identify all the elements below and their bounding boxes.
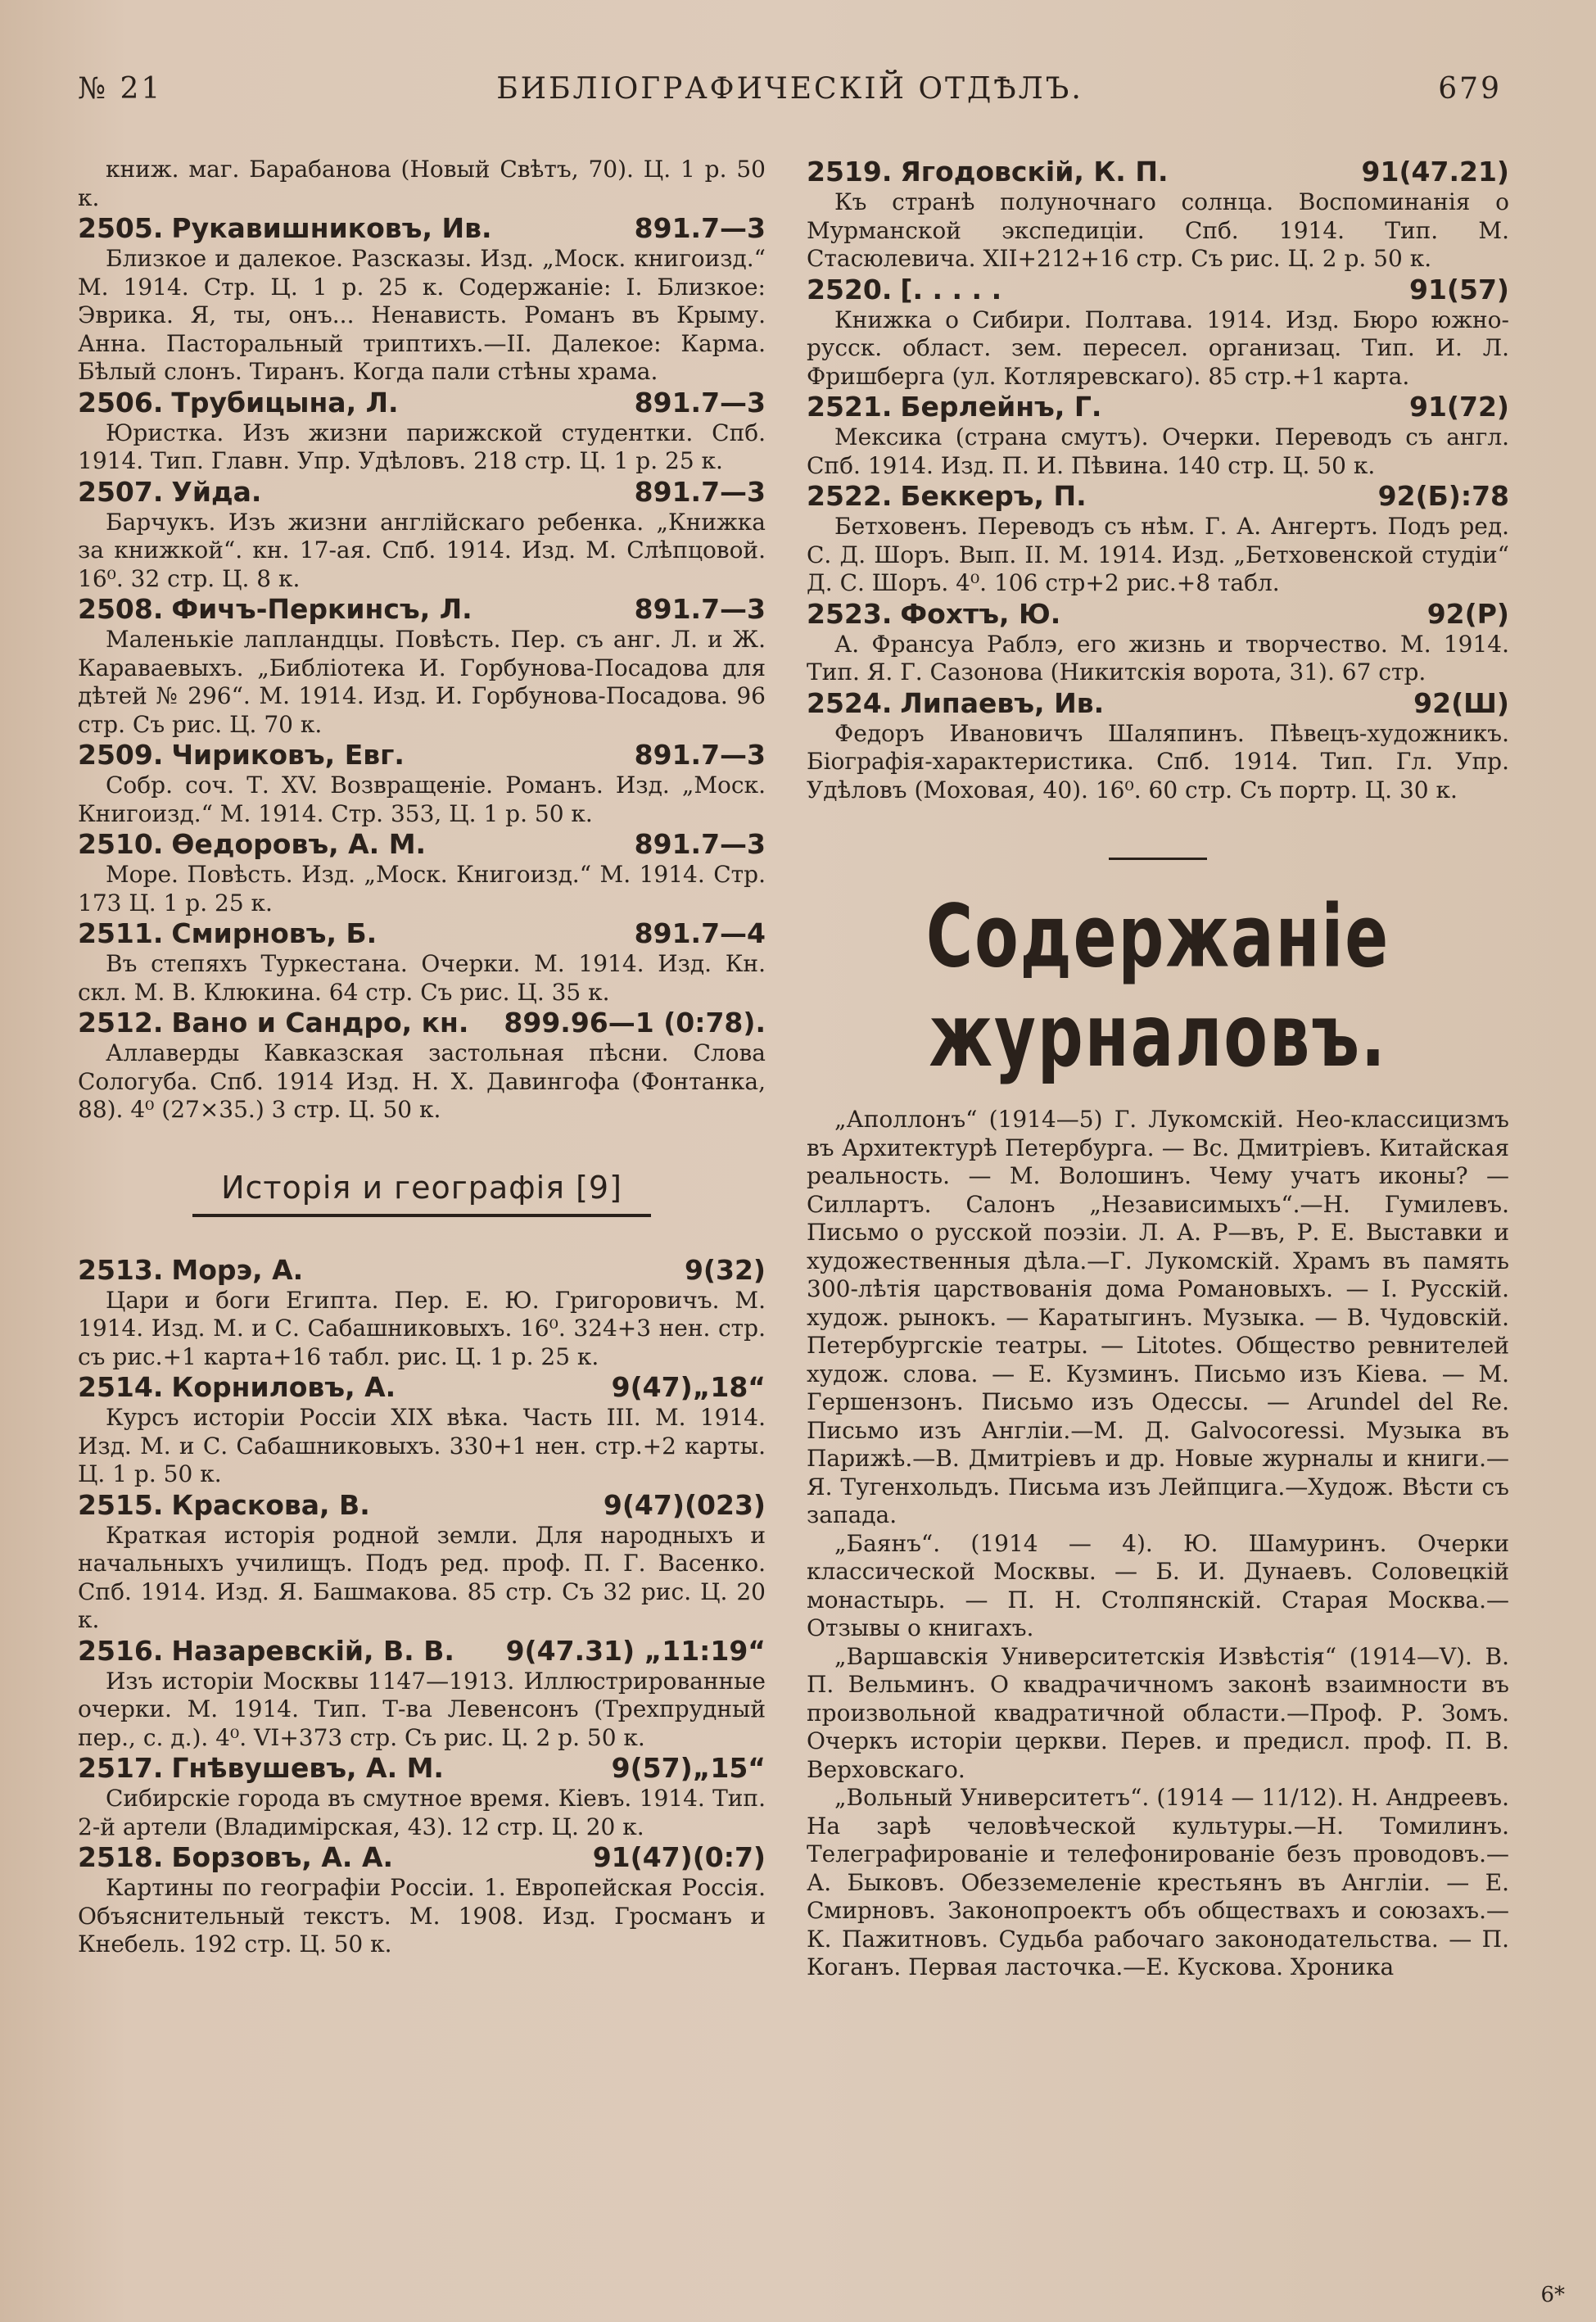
entry-number: 2514. bbox=[78, 1371, 164, 1403]
entry-number: 2521. bbox=[807, 391, 893, 423]
divider-rule bbox=[1109, 858, 1207, 860]
entry-heading bbox=[78, 1752, 766, 1785]
section-rule bbox=[192, 1214, 651, 1217]
entry-number: 2523. bbox=[807, 597, 893, 630]
entry-author: Корниловъ, А. bbox=[171, 1371, 396, 1403]
entry-number: 2516. bbox=[78, 1634, 164, 1667]
entry-number: 2505. bbox=[78, 212, 164, 244]
entry-classification-code: 91(47)(0:7) bbox=[592, 1841, 766, 1873]
bibliography-entry bbox=[78, 593, 766, 739]
entry-author: Гнѣвушевъ, А. М. bbox=[171, 1752, 444, 1784]
entry-classification-code: 891.7—3 bbox=[634, 828, 766, 860]
entry-classification-code: 91(57) bbox=[1408, 273, 1509, 306]
continued-entry-text: книж. маг. Барабанова (Новый Свѣтъ, 70). Ц. 1 р. 50 к. bbox=[78, 156, 766, 211]
entry-heading bbox=[78, 1841, 766, 1874]
entry-heading-left bbox=[78, 1254, 303, 1287]
entry-heading bbox=[78, 828, 766, 861]
entry-heading bbox=[807, 156, 1509, 188]
entry-author: [. . . . . bbox=[900, 273, 1002, 306]
bibliography-entry bbox=[78, 1371, 766, 1489]
bibliography-entry bbox=[78, 739, 766, 828]
entry-description: Маленькіе лапландцы. Повѣсть. Пер. съ анг. Л. и Ж. Караваевыхъ. „Библіотека И. Горбунова-Посадова для дѣтей № 296“. М. 1914. Изд. И. Горбунова-Посадова. 96 стр. Съ рис. Ц. 70 к. bbox=[78, 626, 766, 738]
entry-description: Книжка о Сибири. Полтава. 1914. Изд. Бюро южно-русск. област. зем. пересел. организац. Тип. И. Л. Фришберга (ул. Котляревскаго). 85 стр.+1 карта. bbox=[807, 306, 1509, 390]
entry-author: Рукавишниковъ, Ив. bbox=[171, 212, 492, 244]
entry-description: Краткая исторія родной земли. Для народныхъ и начальныхъ училищъ. Подъ ред. проф. П. Г. Васенко. Спб. 1914. Изд. Я. Башмакова. 85 стр. Съ 32 рис. Ц. 20 к. bbox=[78, 1521, 766, 1633]
bibliography-entry bbox=[78, 1489, 766, 1635]
entry-author: Беккеръ, П. bbox=[900, 480, 1087, 512]
entry-classification-code: 891.7—3 bbox=[634, 475, 766, 508]
entry-number: 2510. bbox=[78, 828, 164, 860]
entry-heading-left bbox=[807, 274, 1001, 306]
entry-author: Борзовъ, А. А. bbox=[171, 1841, 394, 1873]
entry-description: Изъ исторіи Москвы 1147—1913. Иллюстрированные очерки. М. 1914. Тип. Т-ва Левенсонъ (Трехпрудный пер., с. д.). 4⁰. VI+373 стр. Съ рис. Ц. 2 р. 50 к. bbox=[78, 1667, 766, 1751]
entry-heading-left bbox=[78, 1841, 393, 1874]
entry-description: Къ странѣ полуночнаго солнца. Воспоминанія о Мурманской экспедиціи. Спб. 1914. Тип. М. Стасюлевича. XII+212+16 стр. Съ рис. Ц. 2 р. 50 к. bbox=[807, 188, 1509, 272]
journal-contents bbox=[807, 1106, 1509, 1982]
entry-author: Краскова, В. bbox=[171, 1488, 370, 1521]
entry-heading bbox=[78, 593, 766, 626]
entry-heading-left bbox=[807, 687, 1104, 720]
left-column bbox=[78, 156, 766, 1959]
entry-classification-code: 891.7—3 bbox=[634, 593, 766, 625]
bibliography-entry bbox=[78, 1752, 766, 1841]
bibliography-entry bbox=[78, 387, 766, 476]
entry-description: Море. Повѣсть. Изд. „Моск. Книгоизд.“ М. 1914. Стр. 173 Ц. 1 р. 25 к. bbox=[78, 861, 766, 917]
bibliography-entry bbox=[807, 274, 1509, 392]
entry-heading-left bbox=[807, 391, 1101, 423]
right-column bbox=[807, 156, 1509, 1982]
entry-number: 2513. bbox=[78, 1253, 164, 1286]
entry-classification-code: 891.7—3 bbox=[634, 212, 766, 244]
entry-classification-code: 891.7—4 bbox=[634, 917, 766, 949]
entry-classification-code: 899.96—1 (0:78). bbox=[504, 1007, 766, 1039]
entry-heading bbox=[78, 1007, 766, 1039]
entry-author: Ягодовскій, К. П. bbox=[900, 156, 1169, 188]
entry-heading-left bbox=[78, 212, 492, 245]
journal-entry: „Аполлонъ“ (1914—5) Г. Лукомскій. Нео-классицизмъ въ Архитектурѣ Петербурга. — Вс. Дмитріевъ. Китайская реальность. — М. Волошинъ. Чему учатъ иконы? — Силлартъ. Салонъ „Независимыхъ“.—Н. Гумилевъ. Письмо о русской поэзіи. Л. А. Р—въ, Р. Е. Выставки и художественныя дѣла.—Г. Лукомскій. Храмъ въ память 300-лѣтія царствованія дома Романовыхъ. — I. Русскій. худож. рынокъ. — Каратыгинъ. Музыка. — В. Чудовскій. Петербургскіе театры. — Litotes. Общество ревнителей худож. слова. — Е. Кузминъ. Письмо изъ Кіева. — М. Гершензонъ. Письмо изъ Одессы. — Arundel del Re. Письмо изъ Англіи.—М. Д. Galvocoressi. Музыка въ Парижѣ.—В. Дмитріевъ и др. Новые журналы и книги.—Я. Тугенхольдъ. Письма изъ Лейпцига.—Худож. Вѣсти съ запада. bbox=[807, 1106, 1509, 1528]
bibliography-entry bbox=[807, 480, 1509, 598]
entry-author: Морэ, А. bbox=[171, 1253, 304, 1286]
entry-heading bbox=[78, 739, 766, 772]
entry-heading-left bbox=[78, 1007, 468, 1039]
entry-heading bbox=[807, 598, 1509, 631]
entry-heading-left bbox=[807, 156, 1169, 188]
entry-author: Ѳедоровъ, А. М. bbox=[171, 828, 427, 860]
entry-number: 2524. bbox=[807, 686, 893, 719]
entry-heading-left bbox=[78, 387, 399, 419]
entry-heading-left bbox=[807, 598, 1060, 631]
entry-classification-code: 92(Б):78 bbox=[1377, 480, 1509, 512]
signature-mark: 6* bbox=[1540, 2283, 1565, 2307]
entry-heading-left bbox=[78, 476, 261, 509]
entry-author: Фохтъ, Ю. bbox=[900, 597, 1061, 630]
entry-author: Вано и Сандро, кн. bbox=[171, 1007, 469, 1039]
bibliography-entry bbox=[78, 1841, 766, 1959]
entry-heading-left bbox=[78, 1752, 444, 1785]
entry-number: 2506. bbox=[78, 386, 164, 419]
geography-entries bbox=[807, 156, 1509, 804]
bibliography-entry bbox=[78, 1635, 766, 1753]
entry-heading-left bbox=[78, 1489, 370, 1522]
entry-number: 2520. bbox=[807, 273, 893, 306]
bibliography-entry bbox=[807, 391, 1509, 480]
entry-heading-left bbox=[78, 1371, 396, 1404]
history-entries bbox=[78, 1254, 766, 1959]
entry-description: Мексика (страна смутъ). Очерки. Переводъ съ англ. Спб. 1914. Изд. П. И. Пѣвина. 140 стр. Ц. 50 к. bbox=[807, 423, 1509, 479]
entry-description: Въ степяхъ Туркестана. Очерки. М. 1914. Изд. Кн. скл. М. В. Клюкина. 64 стр. Съ рис. Ц. 35 к. bbox=[78, 950, 766, 1006]
page-number: 679 bbox=[1438, 72, 1502, 106]
entry-heading bbox=[78, 1254, 766, 1287]
entry-author: Фичъ-Перкинсъ, Л. bbox=[171, 593, 472, 625]
entry-heading-left bbox=[78, 828, 426, 861]
entry-classification-code: 9(57)„15“ bbox=[611, 1752, 766, 1784]
bibliography-entry bbox=[807, 598, 1509, 687]
entry-heading bbox=[78, 1489, 766, 1522]
entry-number: 2517. bbox=[78, 1752, 164, 1784]
bibliography-entry bbox=[78, 1254, 766, 1372]
section-heading: Исторія и географія [9] bbox=[221, 1169, 622, 1206]
entry-number: 2519. bbox=[807, 156, 893, 188]
journal-entry: „Вольный Университетъ“. (1914 — 11/12). Н. Андреевъ. На зарѣ человѣческой культуры.—Н. Томилинъ. Телеграфированіе и телефонированіе безъ проводовъ.— А. Быковъ. Обезземеленіе крестьянъ въ Англіи. — Е. Смирновъ. Законопроектъ объ обществахъ и союзахъ.—К. Пажитновъ. Судьба рабочаго законодательства. — П. Коганъ. Первая ласточка.—Е. Кускова. Хроника bbox=[807, 1784, 1509, 1980]
bibliography-entry bbox=[807, 687, 1509, 805]
entry-author: Берлейнъ, Г. bbox=[900, 391, 1102, 423]
entry-heading bbox=[807, 391, 1509, 423]
bibliography-entry bbox=[78, 917, 766, 1007]
entry-description: Цари и боги Египта. Пер. Е. Ю. Григоровичъ. М. 1914. Изд. М. и С. Сабашниковыхъ. 16⁰. 324+3 нен. стр. съ рис.+1 карта+16 табл. рис. Ц. 1 р. 25 к. bbox=[78, 1286, 766, 1370]
entry-number: 2522. bbox=[807, 480, 893, 512]
entry-heading bbox=[807, 480, 1509, 513]
entry-classification-code: 9(47)„18“ bbox=[611, 1371, 766, 1403]
entry-classification-code: 91(72) bbox=[1408, 391, 1509, 423]
entry-classification-code: 891.7—3 bbox=[634, 386, 766, 419]
bibliography-entry bbox=[78, 1007, 766, 1125]
entry-number: 2512. bbox=[78, 1007, 164, 1039]
entry-heading bbox=[807, 274, 1509, 306]
issue-number: № 21 bbox=[78, 72, 163, 106]
entry-author: Уйда. bbox=[171, 475, 262, 508]
entry-number: 2511. bbox=[78, 917, 164, 949]
entry-heading-left bbox=[807, 480, 1087, 513]
entry-classification-code: 891.7—3 bbox=[634, 739, 766, 771]
entry-classification-code: 9(47.31) „11:19“ bbox=[505, 1634, 766, 1667]
entry-author: Липаевъ, Ив. bbox=[900, 686, 1105, 719]
entry-description: Аллаверды Кавказская застольная пѣсни. Слова Сологуба. Спб. 1914 Изд. Н. Х. Давингофа (Фонтанка, 88). 4⁰ (27×35.) 3 стр. Ц. 50 к. bbox=[78, 1039, 766, 1123]
entry-heading-left bbox=[78, 1635, 454, 1668]
entry-heading-left bbox=[78, 593, 472, 626]
entry-number: 2508. bbox=[78, 593, 164, 625]
entry-heading bbox=[78, 917, 766, 950]
entry-description: Собр. соч. Т. XV. Возвращеніе. Романъ. Изд. „Моск. Книгоизд.“ М. 1914. Стр. 353, Ц. 1 р. 50 к. bbox=[78, 772, 766, 827]
entry-heading bbox=[78, 212, 766, 245]
entry-heading-left bbox=[78, 917, 377, 950]
entry-heading-left bbox=[78, 739, 405, 772]
entry-description: Федоръ Ивановичъ Шаляпинъ. Пѣвецъ-художникъ. Біографія-характеристика. Спб. 1914. Тип. Гл. Упр. Удѣловъ (Моховая, 40). 16⁰. 60 стр. Съ портр. Ц. 30 к. bbox=[807, 719, 1509, 803]
bibliography-entry bbox=[78, 828, 766, 917]
entry-author: Трубицына, Л. bbox=[171, 386, 399, 419]
entry-description: Сибирскіе города въ смутное время. Кіевъ. 1914. Тип. 2-й артели (Владимірская, 43). 12 стр. Ц. 20 к. bbox=[78, 1785, 766, 1840]
page-header bbox=[78, 72, 1502, 121]
entry-number: 2518. bbox=[78, 1841, 164, 1873]
entry-heading bbox=[78, 1635, 766, 1668]
entry-author: Назаревскій, В. В. bbox=[171, 1634, 454, 1667]
entry-number: 2507. bbox=[78, 475, 164, 508]
entry-classification-code: 92(Р) bbox=[1426, 597, 1509, 630]
bibliography-entry bbox=[78, 476, 766, 594]
entry-classification-code: 91(47.21) bbox=[1361, 156, 1509, 188]
journal-entry: „Варшавскія Университетскія Извѣстія“ (1914—V). В. П. Вельминъ. О квадрачичномъ законѣ взаимности въ произвольной квадратичной области.—Проф. Р. Зомъ. Очеркъ исторіи церкви. Перев. и предисл. проф. П. В. Верховскаго. bbox=[807, 1642, 1509, 1783]
entry-classification-code: 92(Ш) bbox=[1413, 686, 1509, 719]
entry-number: 2509. bbox=[78, 739, 164, 771]
entry-description: Барчукъ. Изъ жизни англійскаго ребенка. „Книжка за книжкой“. кн. 17-ая. Спб. 1914. Изд. М. Слѣпцовой. 16⁰. 32 стр. Ц. 8 к. bbox=[78, 508, 766, 592]
entry-heading bbox=[78, 1371, 766, 1404]
entry-description: Близкое и далекое. Разсказы. Изд. „Моск. книгоизд.“ М. 1914. Стр. Ц. 1 р. 25 к. Содержаніе: I. Близкое: Эврика. Я, ты, онъ... Ненависть. Романъ въ Крыму. Анна. Пасторальный триптихъ.—II. Далекое: Карма. Бѣлый слонъ. Тиранъ. Когда пали стѣны храма. bbox=[78, 245, 766, 385]
journal-entry: „Баянъ“. (1914 — 4). Ю. Шамуринъ. Очерки классической Москвы. — Б. И. Дунаевъ. Соловецкій монастырь. — П. Н. Столпянскій. Старая Москва.—Отзывы о книгахъ. bbox=[807, 1529, 1509, 1641]
entry-description: Бетховенъ. Переводъ съ нѣм. Г. А. Ангертъ. Подъ ред. С. Д. Шоръ. Вып. II. М. 1914. Изд. „Бетховенской студіи“ Д. С. Шоръ. 4⁰. 106 стр+2 рис.+8 табл. bbox=[807, 513, 1509, 596]
entry-heading bbox=[78, 387, 766, 419]
entry-description: Юристка. Изъ жизни парижской студентки. Спб. 1914. Тип. Главн. Упр. Удѣловъ. 218 стр. Ц. 1 р. 25 к. bbox=[78, 419, 766, 474]
entry-author: Смирновъ, Б. bbox=[171, 917, 378, 949]
entry-author: Чириковъ, Евг. bbox=[171, 739, 405, 771]
entry-heading bbox=[78, 476, 766, 509]
entry-description: Картины по географіи Россіи. 1. Европейская Россія. Объяснительный текстъ. М. 1908. Изд. Гросманъ и Кнебель. 192 стр. Ц. 50 к. bbox=[78, 1874, 766, 1958]
journals-heading: Содержаніе журналовъ. bbox=[925, 887, 1390, 1087]
entry-description: Курсъ исторіи Россіи XIX вѣка. Часть III. М. 1914. Изд. М. и С. Сабашниковыхъ. 330+1 нен. стр.+2 карты. Ц. 1 р. 50 к. bbox=[78, 1404, 766, 1487]
bibliography-entry bbox=[807, 156, 1509, 274]
entry-description: А. Франсуа Раблэ, его жизнь и творчество. М. 1914. Тип. Я. Г. Сазонова (Никитскія ворота, 31). 67 стр. bbox=[807, 630, 1509, 686]
entry-heading bbox=[807, 687, 1509, 720]
fiction-entries bbox=[78, 212, 766, 1125]
bibliography-entry bbox=[78, 212, 766, 387]
entry-number: 2515. bbox=[78, 1488, 164, 1521]
section-running-title: БИБЛІОГРАФИЧЕСКІЙ ОТДѢЛЪ. bbox=[496, 72, 1083, 106]
entry-classification-code: 9(47)(023) bbox=[603, 1488, 766, 1521]
entry-classification-code: 9(32) bbox=[684, 1253, 766, 1286]
